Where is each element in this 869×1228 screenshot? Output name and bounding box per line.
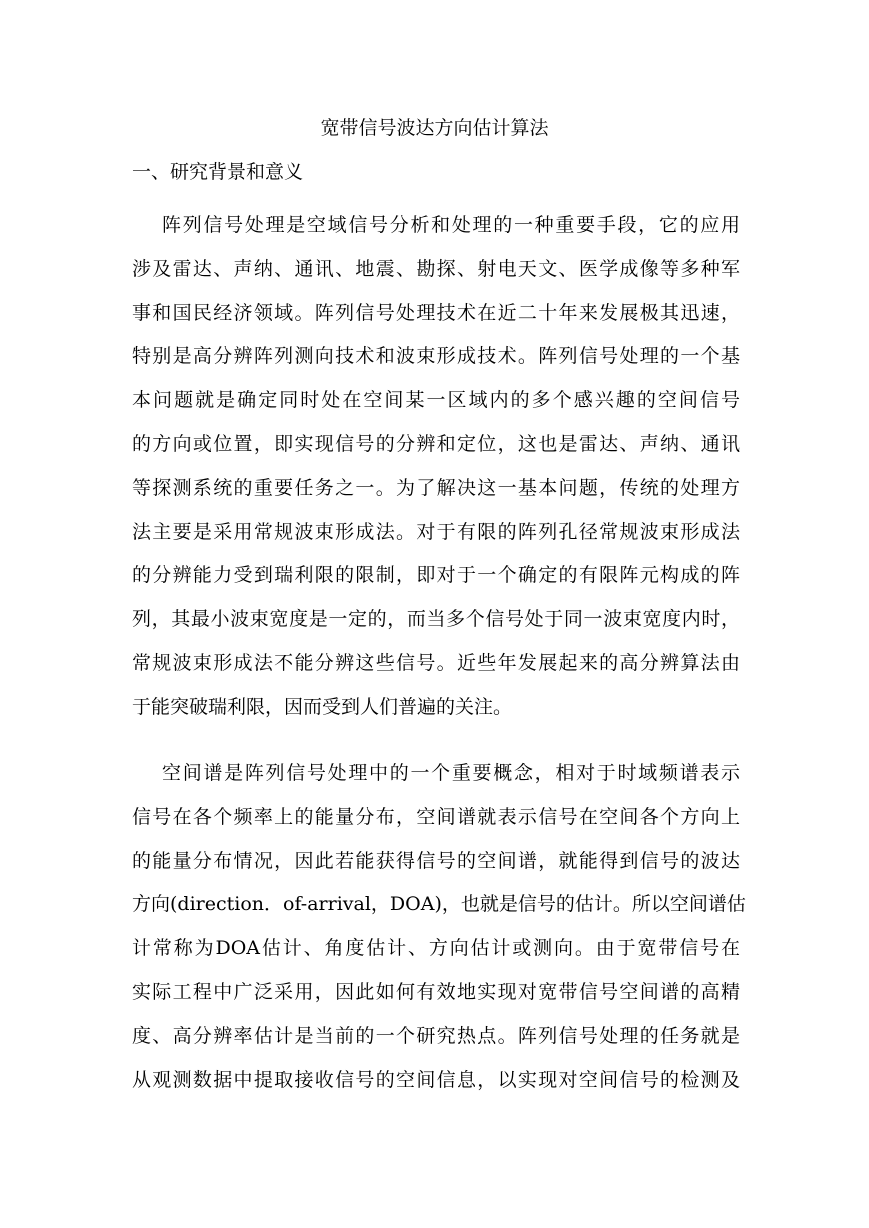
paragraph-spatial-spectrum <box>132 752 746 1102</box>
paragraph-line: 等探测系统的重要任务之一。为了解决这一基本问题，传统的处理方 <box>132 476 740 499</box>
paragraph-line: 阵列信号处理是空域信号分析和处理的一种重要手段，它的应用 <box>162 214 740 236</box>
paragraph-line: 实际工程中广泛采用，因此如何有效地实现对宽带信号空间谱的高精 <box>132 980 740 1003</box>
paragraph-line: 于能突破瑞利限，因而受到人们普遍的关注。 <box>132 695 513 718</box>
paragraph-line: 空间谱是阵列信号处理中的一个重要概念，相对于时域频谱表示 <box>162 762 740 784</box>
paragraph-line: 涉及雷达、声纳、通讯、地震、勘探、射电天文、医学成像等多种军 <box>132 257 740 280</box>
paragraph-line: 法主要是采用常规波束形成法。对于有限的阵列孔径常规波束形成法 <box>132 520 740 543</box>
paragraph-line: 计常称为DOA估计、角度估计、方向估计或测向。由于宽带信号在 <box>132 937 740 960</box>
section-heading: 一、研究背景和意义 <box>132 161 304 183</box>
paragraph-line: 的方向或位置，即实现信号的分辨和定位，这也是雷达、声纳、通讯 <box>132 432 740 455</box>
paragraph-line: 常规波束形成法不能分辨这些信号。近些年发展起来的高分辨算法由 <box>132 651 740 674</box>
paragraph-line: 度、高分辨率估计是当前的一个研究热点。阵列信号处理的任务就是 <box>132 1024 740 1047</box>
paragraph-line: 特别是高分辨阵列测向技术和波束形成技术。阵列信号处理的一个基 <box>132 345 740 368</box>
paragraph-line: 本问题就是确定同时处在空间某一区域内的多个感兴趣的空间信号 <box>132 389 740 412</box>
paragraph-research-background <box>132 204 740 730</box>
paragraph-line: 列，其最小波束宽度是一定的，而当多个信号处于同一波束宽度内时， <box>132 608 740 631</box>
paragraph-line: 的能量分布情况，因此若能获得信号的空间谱，就能得到信号的波达 <box>132 849 740 872</box>
paragraph-line: 从观测数据中提取接收信号的空间信息，以实现对空间信号的检测及 <box>132 1068 740 1091</box>
paragraph-line: 的分辨能力受到瑞利限的限制，即对于一个确定的有限阵元构成的阵 <box>132 564 740 587</box>
paragraph-line: 事和国民经济领域。阵列信号处理技术在近二十年来发展极其迅速， <box>132 301 740 324</box>
paragraph-line: 信号在各个频率上的能量分布，空间谱就表示信号在空间各个方向上 <box>132 805 740 828</box>
paragraph-line: 方向(direction．of-arrival，DOA)，也就是信号的估计。所以空间谱估 <box>132 893 746 916</box>
document-title: 宽带信号波达方向估计算法 <box>320 117 549 139</box>
